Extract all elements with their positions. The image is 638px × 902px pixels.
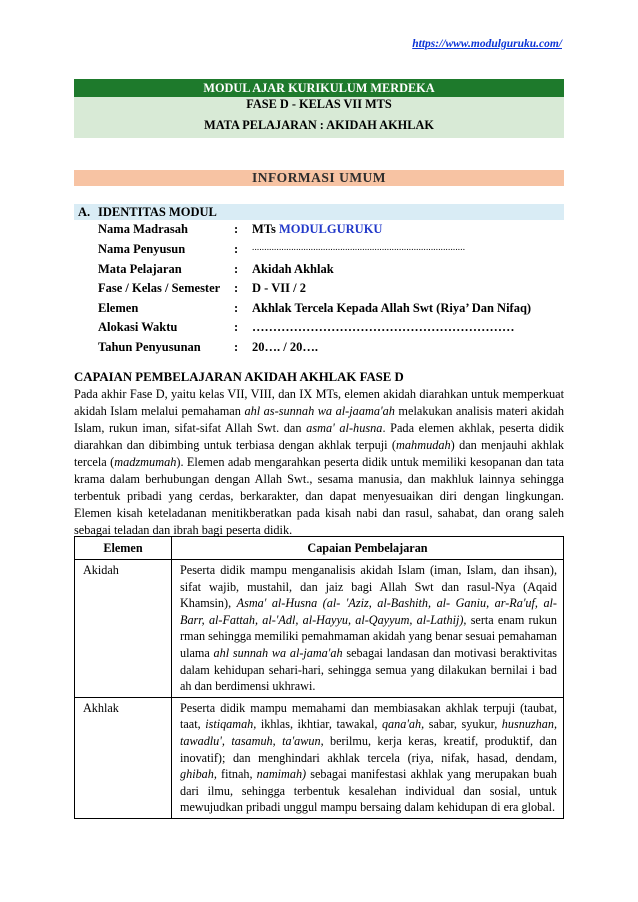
identity-key: Mata Pelajaran	[98, 262, 182, 276]
text-run: sebagai landasan dan motivasi beraktivitas dalam kehidupan sehari-hari, sehingga semua yang dilakukan bernilai i bad ah dan berdimensi ukhrawi.	[180, 645, 557, 694]
outcome-cell	[172, 697, 564, 818]
italic-term: namimah)	[256, 767, 307, 782]
element-cell: Akhlak	[75, 697, 172, 818]
identity-colon: :	[234, 281, 239, 295]
text-run: sebagai manifestasi akhlak yang merupakan buah dari ilmu, sehingga terbentuk kesalehan individual dan sosial, untuk mewujudkan pribadi unggul mampu bersaing dalam kehidupan di era global.	[180, 767, 557, 815]
text-run: ikhlas, ikhtiar, tawakal,	[256, 717, 382, 732]
section-a-heading	[74, 204, 564, 220]
learning-outcomes-title: CAPAIAN PEMBELAJARAN AKIDAH AKHLAK FASE D	[74, 370, 404, 384]
italic-term: istiqamah,	[205, 717, 257, 732]
identity-value: D - VII / 2	[252, 281, 306, 295]
italic-term: qana'ah,	[381, 717, 425, 732]
identity-key: Nama Penyusun	[98, 242, 186, 256]
identity-value: Akhlak Tercela Kepada Allah Swt (Riya’ Dan Nifaq)	[252, 301, 532, 315]
learning-outcomes-table	[74, 536, 564, 819]
identity-colon: :	[234, 301, 239, 315]
identity-colon: :	[234, 242, 239, 256]
identity-key: Alokasi Waktu	[98, 320, 178, 334]
text-run: melakukan analisis materi akidah Islam, rukun iman, sifat-sifat Allah Swt. dan	[74, 404, 564, 435]
text-run: Peserta didik mampu memahami dan membiasakan akhlak terpuji (taubat, taat,	[180, 700, 557, 732]
identity-row-phase	[98, 281, 568, 301]
italic-term: ahl as-sunnah wa al-jaama'ah	[244, 404, 395, 418]
learning-outcomes-paragraph	[74, 386, 564, 539]
text-run: berilmu, kerja keras, kreatif, produktif, dan inovatif); dan menghindari akhlak tercela (riya, nifak, hasad, dendam,	[180, 733, 557, 765]
website-link[interactable]: https://www.modulguruku.com/	[412, 38, 562, 50]
text-run: ). Elemen adab mengarahkan peserta didik untuk memiliki kesopanan dan tata krama dalam berhubungan dengan Allah Swt., sesama manusia, dan makhluk lainnya sehingga terbentuk pribadi yang cerdas, berkarakter, dan dapat menyesuaikan diri dengan lingkungan. Elemen kisah keteladanan menitikberatkan pada kisah nabi dan rasul, sahabat, dan orang saleh sebagai teladan dan ibrah bagi peserta didik.	[74, 455, 564, 537]
identity-row-element	[98, 301, 568, 321]
identity-row-author	[98, 242, 568, 262]
italic-term: ghibah,	[180, 767, 217, 782]
italic-term: husnuzhan, tawadlu', tasamuh, ta'awun,	[180, 717, 557, 748]
column-header-element: Elemen	[75, 537, 172, 560]
identity-value: Akidah Akhlak	[252, 262, 334, 276]
element-cell: Akidah	[75, 560, 172, 698]
italic-term: Asma' al-Husna (al- 'Aziz, al-Bashith, al- Ganiu, ar-Ra'uf, al-Barr, al-Fattah, al-'Adl, al-Hayyu, al-Qayyum, al-Lathij),	[180, 596, 557, 627]
identity-colon: :	[234, 340, 239, 354]
identity-key: Fase / Kelas / Semester	[98, 281, 221, 295]
text-run: serta enam rukun rman sehingga memiliki pemahmaman akidah yang benar sesuai pemahaman ulama	[180, 612, 558, 660]
identity-value: ………………………………………………………	[252, 320, 515, 334]
section-title: IDENTITAS MODUL	[98, 205, 217, 219]
identity-row-madrasah	[98, 222, 568, 242]
text-run: Pada akhir Fase D, yaitu kelas VII, VIII, dan IX MTs, elemen akidah diarahkan untuk memperkuat akidah Islam melalui pemahaman	[74, 387, 564, 418]
table-row	[75, 697, 564, 818]
identity-key: Tahun Penyusunan	[98, 340, 201, 354]
general-info-heading: INFORMASI UMUM	[74, 170, 564, 186]
table-row	[75, 560, 564, 698]
text-run: . Pada elemen akhlak, peserta didik diarahkan dan dibimbing untuk terbiasa dengan akhlak terpuji (	[74, 421, 564, 452]
italic-term: madzmumah	[114, 455, 177, 469]
text-run: ) dan menjauhi akhlak tercela (	[74, 438, 564, 469]
identity-row-time	[98, 320, 568, 340]
identity-value: MTs MODULGURUKU	[252, 222, 383, 236]
section-letter: A.	[78, 205, 91, 219]
italic-term: asma' al-husna	[306, 421, 383, 435]
text-run: Peserta didik mampu menganalisis akidah Islam (iman, Islam, dan ihsan), sifat wajib, mustahil, dan jaiz bagi Allah Swt dan rasul-Nya (Aqaid Khamsin),	[180, 563, 557, 611]
identity-row-year	[98, 340, 568, 360]
school-name-highlight: MODULGURUKU	[278, 222, 383, 236]
column-header-outcome: Capaian Pembelajaran	[172, 537, 564, 560]
outcome-cell	[172, 560, 564, 698]
identity-colon: :	[234, 262, 239, 276]
identity-row-subject	[98, 262, 568, 282]
text-run: sabar, syukur,	[424, 717, 502, 732]
identity-colon: :	[234, 320, 239, 334]
subject-label: MATA PELAJARAN : AKIDAH AKHLAK	[74, 112, 564, 138]
module-title: MODUL AJAR KURIKULUM MERDEKA	[74, 79, 564, 97]
table-header-row	[75, 537, 564, 560]
identity-colon: :	[234, 222, 239, 236]
text-run: fitnah,	[216, 767, 257, 782]
italic-term: mahmudah	[396, 438, 451, 452]
identity-value: .......................................................................................	[252, 242, 466, 252]
italic-term: ahl sunnah wa al-jama'ah	[213, 645, 343, 660]
identity-key: Nama Madrasah	[98, 222, 188, 236]
identity-value: 20…. / 20….	[252, 340, 318, 354]
phase-class-label: FASE D - KELAS VII MTS	[74, 97, 564, 112]
identity-key: Elemen	[98, 301, 139, 315]
